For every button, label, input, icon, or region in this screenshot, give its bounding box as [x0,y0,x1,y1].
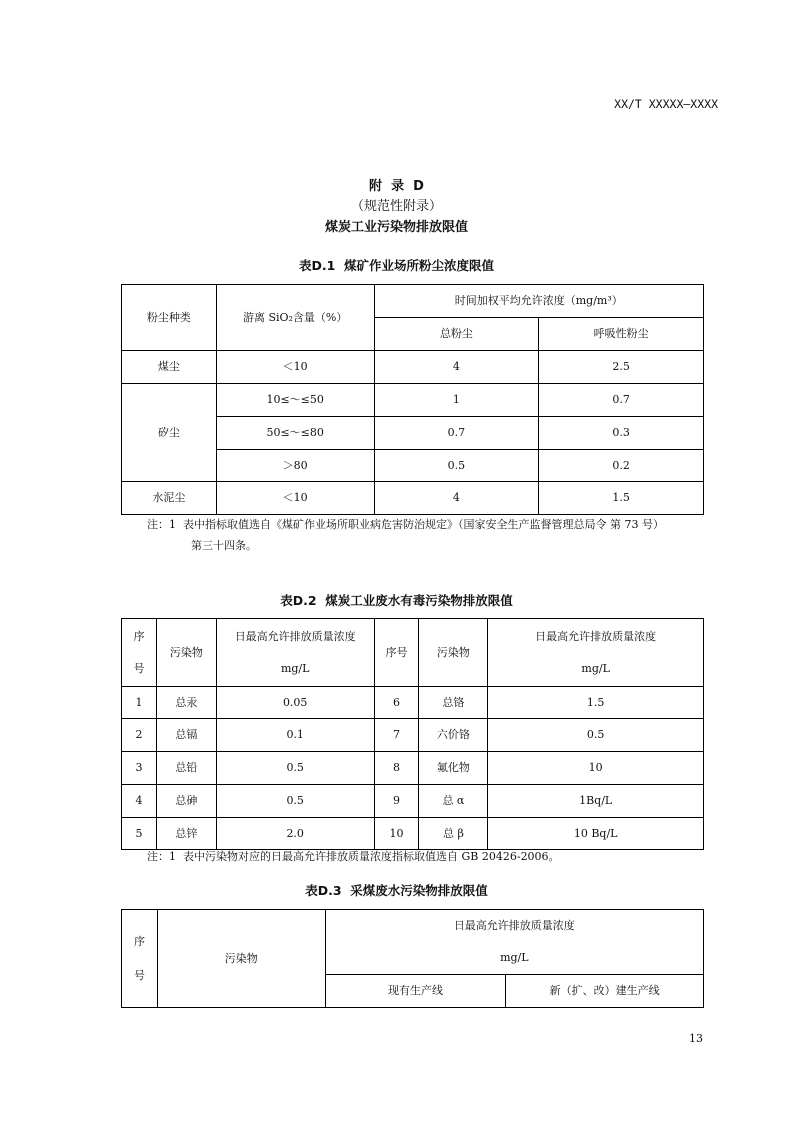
cell-limit: 0.05 [216,687,374,719]
table2-note: 注：1 表中污染物对应的日最高允许排放质量浓度指标取值选自 GB 20426-2006。 [147,850,560,863]
table1-caption: 表D.1 煤矿作业场所粉尘浓度限值 [298,258,495,273]
cell-sio2: ＞80 [216,450,374,482]
header-pollutant-2: 污染物 [419,619,488,687]
table-row [122,687,704,719]
cell-limit: 0.1 [216,719,374,752]
cell-pollutant: 总铅 [156,752,216,785]
cell-seq: 1 [122,687,157,719]
header-seq-bottom: 号 [133,661,145,675]
cell-seq: 5 [122,818,157,850]
dust-limit-table [121,284,704,515]
cell-limit: 0.5 [216,785,374,818]
cell-limit-2: 10 Bq/L [488,818,704,850]
table-row [122,719,704,752]
cell-seq-2: 10 [374,818,419,850]
header-concentration-label: 日最高允许排放质量浓度 [234,629,356,643]
cell-pollutant: 总砷 [156,785,216,818]
header-seq-bottom: 号 [133,968,145,982]
cell-pollutant: 总锌 [156,818,216,850]
table-row [122,482,704,515]
appendix-label: 附 录 D [369,179,424,194]
header-seq [122,910,158,1008]
table2-caption: 表D.2 煤炭工业废水有毒污染物排放限值 [280,593,513,608]
document-id: XX/T XXXXX—XXXX [614,97,718,111]
header-concentration [216,619,374,687]
header-concentration [325,910,703,975]
cell-resp: 2.5 [539,351,704,384]
table-row [122,351,704,384]
cell-resp: 0.3 [539,417,704,450]
cell-resp: 0.2 [539,450,704,482]
header-concentration-2 [488,619,704,687]
table1-note: 注：1 表中指标取值选自《煤矿作业场所职业病危害防治规定》（国家安全生产监督管理总局令 第 73 号） [147,518,664,531]
cell-total: 4 [374,482,539,515]
cell-seq-2: 7 [374,719,419,752]
header-unit: mg/L [500,951,529,964]
cell-pollutant-2: 总 α [419,785,488,818]
cell-seq-2: 6 [374,687,419,719]
table3-caption: 表D.3 采煤废水污染物排放限值 [305,883,488,898]
page-number: 13 [689,1032,703,1045]
header-seq-top: 序 [133,934,145,948]
cell-pollutant-2: 总 β [419,818,488,850]
mining-wastewater-table [121,909,704,1008]
cell-total: 0.5 [374,450,539,482]
cell-pollutant: 总镉 [156,719,216,752]
cell-pollutant: 总汞 [156,687,216,719]
appendix-title: 煤炭工业污染物排放限值 [324,220,468,235]
toxic-pollutant-table [121,618,704,850]
header-seq-top: 序 [133,629,145,643]
cell-resp: 0.7 [539,384,704,417]
cell-seq: 3 [122,752,157,785]
header-sio2: 游离 SiO₂含量（%） [216,285,374,351]
cell-seq: 4 [122,785,157,818]
appendix-type: （规范性附录） [350,199,442,214]
cell-seq-2: 9 [374,785,419,818]
cell-limit-2: 0.5 [488,719,704,752]
header-pollutant: 污染物 [157,910,325,1008]
header-pollutant: 污染物 [156,619,216,687]
cell-limit-2: 1Bq/L [488,785,704,818]
cell-pollutant-2: 六价铬 [419,719,488,752]
cell-sio2: 50≤～≤80 [216,417,374,450]
header-dust-type: 粉尘种类 [122,285,217,351]
header-unit: mg/L [280,661,310,675]
header-twa: 时间加权平均允许浓度（mg/m³） [374,285,703,318]
cell-pollutant-2: 总铬 [419,687,488,719]
table-row [122,818,704,850]
header-respirable-dust: 呼吸性粉尘 [539,318,704,351]
header-seq [122,619,157,687]
cell-dust-type: 矽尘 [122,384,217,482]
cell-limit-2: 10 [488,752,704,785]
cell-limit: 2.0 [216,818,374,850]
table-row [122,384,704,417]
cell-total: 0.7 [374,417,539,450]
header-concentration-label-2: 日最高允许排放质量浓度 [535,629,657,643]
header-unit-2: mg/L [581,661,610,675]
header-existing-line: 现有生产线 [325,975,506,1008]
cell-total: 4 [374,351,539,384]
header-seq-2: 序号 [374,619,419,687]
cell-pollutant-2: 氟化物 [419,752,488,785]
cell-sio2: 10≤～≤50 [216,384,374,417]
cell-dust-type: 水泥尘 [122,482,217,515]
cell-sio2: ＜10 [216,482,374,515]
cell-limit-2: 1.5 [488,687,704,719]
cell-sio2: ＜10 [216,351,374,384]
cell-total: 1 [374,384,539,417]
table1-note-continued: 第三十四条。 [191,539,257,552]
header-total-dust: 总粉尘 [374,318,539,351]
header-concentration-label: 日最高允许排放质量浓度 [453,919,575,932]
table-row [122,785,704,818]
cell-dust-type: 煤尘 [122,351,217,384]
header-new-line: 新（扩、改）建生产线 [506,975,704,1008]
cell-seq-2: 8 [374,752,419,785]
cell-resp: 1.5 [539,482,704,515]
table-row [122,752,704,785]
cell-seq: 2 [122,719,157,752]
cell-limit: 0.5 [216,752,374,785]
